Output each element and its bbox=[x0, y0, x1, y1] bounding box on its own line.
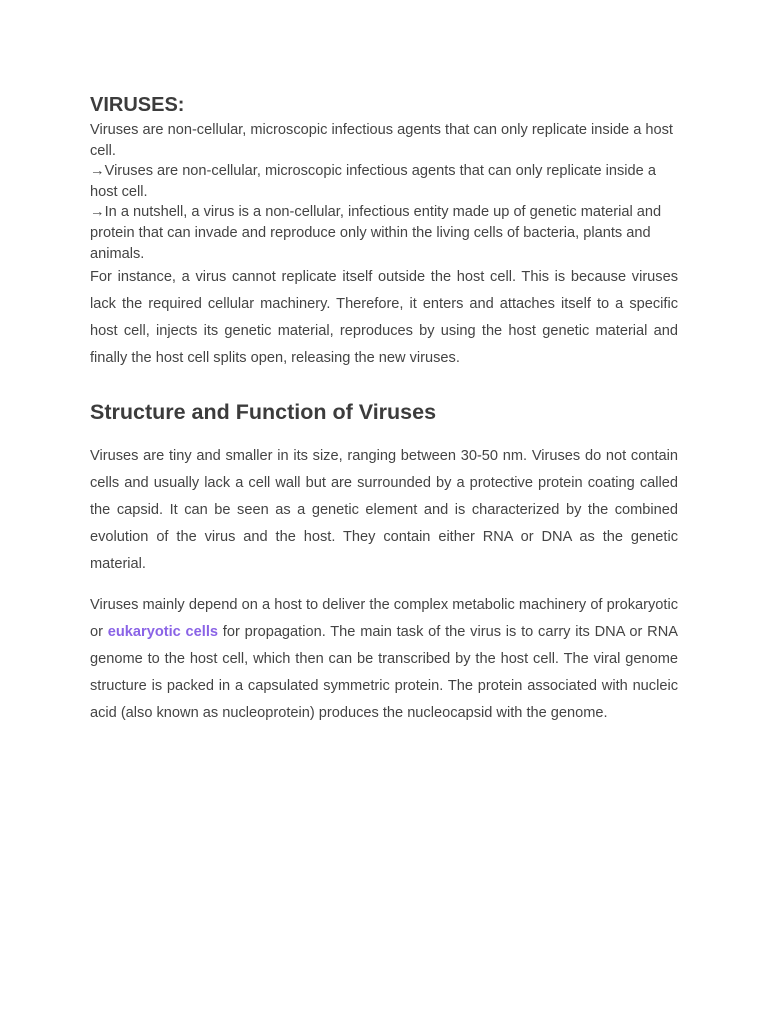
page-title: VIRUSES: bbox=[90, 94, 185, 116]
intro-block bbox=[90, 120, 678, 264]
eukaryotic-cells-link[interactable]: eukaryotic cells bbox=[107, 624, 219, 641]
function-paragraph bbox=[90, 592, 678, 726]
function-paragraph-text-start: Viruses mainly depend on a host to deliver the complex metabolic machinery of prokaryotic or bbox=[90, 597, 678, 641]
intro-line-nutshell: →In a nutshell, a virus is a non-cellular, infectious entity made up of genetic material and protein that can invade and reproduce only within the living cells of bacteria, plants and animals. bbox=[90, 204, 662, 262]
function-paragraph-text-end: for propagation. The main task of the virus is to carry its DNA or RNA genome to the host cell, which then can be transcribed by the host cell. The viral genome structure is packed in a capsulated symmetric protein. The protein associated with nucleic acid (also known as nucleoprotein) produces the nucleocapsid with the genome. bbox=[90, 624, 678, 721]
intro-line-definition: Viruses are non-cellular, microscopic infectious agents that can only replicate inside a host cell. bbox=[90, 122, 673, 159]
instance-paragraph: For instance, a virus cannot replicate itself outside the host cell. This is because viruses lack the required cellular machinery. Therefore, it enters and attaches itself to a specific host cell, injects its genetic material, reproduces by using the host genetic material and finally the host cell splits open, releasing the new viruses. bbox=[90, 269, 678, 366]
structure-paragraph: Viruses are tiny and smaller in its size, ranging between 30-50 nm. Viruses do not contain cells and usually lack a cell wall but are surrounded by a protective protein coating called the capsid. It can be seen as a genetic element and is characterized by the combined evolution of the virus and the host. They contain either RNA or DNA as the genetic material. bbox=[90, 448, 678, 572]
intro-line-arrow-definition: →Viruses are non-cellular, microscopic infectious agents that can only replicate inside a host cell. bbox=[90, 163, 656, 200]
section-heading: Structure and Function of Viruses bbox=[90, 400, 437, 425]
